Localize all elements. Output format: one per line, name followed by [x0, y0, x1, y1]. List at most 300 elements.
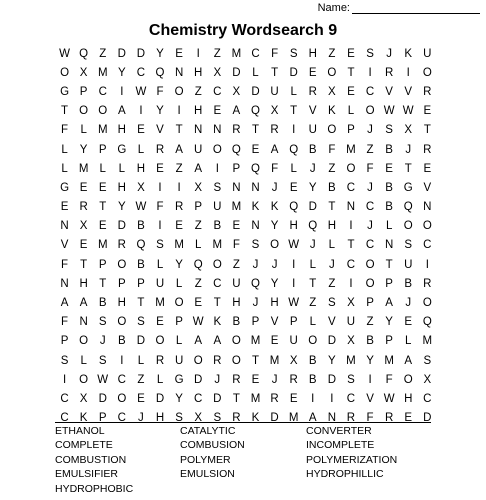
- grid-row: [55, 351, 437, 370]
- grid-letter: I: [292, 124, 296, 137]
- grid-letter: J: [367, 220, 373, 233]
- grid-letter: N: [232, 181, 241, 194]
- grid-letter: T: [404, 162, 412, 175]
- grid-letter: Q: [422, 316, 432, 329]
- grid-letter: N: [346, 201, 356, 214]
- grid-letter: L: [347, 105, 355, 118]
- grid-letter: E: [79, 181, 88, 194]
- grid-letter: U: [155, 277, 165, 290]
- grid-letter: Z: [213, 47, 221, 60]
- grid-letter: M: [174, 239, 184, 252]
- grid-letter: K: [213, 316, 222, 329]
- grid-letter: X: [79, 220, 88, 233]
- grid-letter: E: [213, 105, 222, 118]
- grid-letter: C: [251, 47, 260, 60]
- grid-letter: P: [194, 201, 203, 214]
- grid-letter: X: [423, 373, 432, 386]
- grid-letter: C: [213, 85, 222, 98]
- grid-letter: P: [60, 335, 69, 348]
- grid-letter: Q: [136, 239, 146, 252]
- grid-letter: H: [117, 124, 126, 137]
- word-list-item: COMBUSTION: [55, 453, 127, 466]
- grid-letter: N: [384, 239, 394, 252]
- grid-letter: I: [349, 277, 353, 290]
- grid-letter: I: [139, 105, 143, 118]
- grid-letter: Y: [79, 143, 88, 156]
- grid-letter: Q: [79, 47, 89, 60]
- grid-letter: A: [308, 412, 317, 425]
- grid-letter: G: [403, 181, 413, 194]
- grid-row: [55, 82, 437, 101]
- grid-letter: Z: [328, 162, 336, 175]
- grid-letter: D: [423, 412, 432, 425]
- grid-letter: L: [309, 316, 316, 329]
- grid-letter: Y: [308, 181, 317, 194]
- grid-letter: E: [385, 162, 393, 175]
- grid-letter: A: [175, 143, 183, 156]
- grid-letter: F: [232, 239, 240, 252]
- grid-letter: V: [404, 85, 413, 98]
- grid-letter: L: [156, 373, 164, 386]
- grid-letter: B: [308, 373, 317, 386]
- grid-letter: J: [138, 412, 144, 425]
- grid-letter: E: [289, 181, 298, 194]
- grid-letter: P: [251, 316, 260, 329]
- grid-letter: J: [386, 47, 393, 60]
- grid-letter: F: [156, 201, 164, 214]
- grid-letter: E: [60, 201, 69, 214]
- word-list-item: EMULSION: [180, 468, 235, 481]
- grid-letter: I: [177, 181, 181, 194]
- word-list-item: ETHANOL: [55, 425, 105, 437]
- grid-letter: N: [213, 124, 222, 137]
- grid-letter: N: [174, 66, 184, 79]
- grid-letter: S: [175, 412, 183, 425]
- grid-letter: B: [308, 354, 317, 367]
- grid-letter: O: [365, 105, 375, 118]
- grid-letter: B: [98, 297, 107, 310]
- grid-letter: O: [231, 354, 241, 367]
- grid-letter: U: [174, 354, 184, 367]
- grid-letter: X: [79, 66, 88, 79]
- grid-letter: O: [231, 335, 241, 348]
- grid-letter: H: [194, 66, 203, 79]
- grid-letter: M: [231, 201, 242, 214]
- grid-letter: X: [289, 354, 298, 367]
- grid-letter: O: [79, 335, 89, 348]
- grid-letter: I: [349, 220, 353, 233]
- grid-letter: B: [137, 258, 145, 271]
- grid-letter: S: [366, 47, 374, 60]
- letter-grid: [55, 44, 437, 428]
- grid-letter: P: [98, 143, 107, 156]
- grid-letter: F: [271, 47, 279, 60]
- grid-letter: Z: [194, 277, 202, 290]
- grid-letter: T: [271, 66, 279, 79]
- word-list-item: COMBUSION: [180, 439, 245, 452]
- grid-letter: J: [214, 373, 221, 386]
- word-list: [55, 425, 455, 496]
- grid-letter: H: [404, 392, 413, 405]
- grid-letter: R: [308, 85, 317, 98]
- grid-letter: D: [117, 47, 126, 60]
- grid-letter: Q: [155, 66, 165, 79]
- grid-row: [55, 44, 437, 63]
- grid-letter: N: [60, 220, 69, 233]
- grid-letter: Y: [156, 105, 164, 118]
- grid-letter: Y: [385, 316, 393, 329]
- grid-letter: I: [368, 373, 372, 386]
- grid-letter: A: [404, 354, 413, 367]
- grid-letter: B: [385, 181, 393, 194]
- grid-letter: U: [308, 124, 317, 137]
- grid-letter: Q: [231, 143, 241, 156]
- grid-row: [55, 370, 437, 389]
- grid-letter: G: [60, 85, 70, 98]
- grid-letter: F: [271, 162, 279, 175]
- grid-letter: D: [194, 373, 203, 386]
- grid-letter: O: [270, 239, 280, 252]
- grid-letter: U: [289, 335, 298, 348]
- grid-letter: V: [328, 316, 336, 329]
- grid-letter: R: [289, 373, 298, 386]
- grid-letter: F: [328, 143, 336, 156]
- grid-letter: I: [330, 392, 334, 405]
- name-blank-line[interactable]: [352, 2, 480, 14]
- grid-letter: M: [78, 162, 89, 175]
- grid-letter: S: [98, 316, 107, 329]
- grid-letter: L: [290, 85, 297, 98]
- grid-letter: F: [61, 258, 69, 271]
- grid-letter: E: [423, 162, 432, 175]
- grid-letter: S: [60, 354, 69, 367]
- grid-letter: O: [422, 66, 432, 79]
- grid-letter: T: [423, 124, 431, 137]
- grid-letter: Q: [289, 201, 299, 214]
- grid-letter: F: [156, 85, 164, 98]
- grid-letter: E: [289, 392, 298, 405]
- grid-letter: E: [175, 220, 183, 233]
- grid-letter: L: [137, 143, 145, 156]
- grid-letter: A: [232, 105, 241, 118]
- grid-letter: Z: [194, 85, 202, 98]
- grid-letter: O: [117, 316, 127, 329]
- word-list-item: INCOMPLETE: [306, 439, 375, 452]
- grid-letter: O: [365, 277, 375, 290]
- grid-letter: S: [213, 181, 222, 194]
- grid-letter: X: [328, 85, 336, 98]
- grid-letter: F: [366, 162, 374, 175]
- grid-letter: B: [385, 143, 393, 156]
- grid-letter: S: [156, 239, 164, 252]
- grid-letter: G: [174, 373, 184, 386]
- grid-letter: T: [80, 258, 88, 271]
- grid-letter: U: [270, 85, 279, 98]
- grid-letter: D: [270, 412, 279, 425]
- grid-letter: H: [79, 277, 88, 290]
- grid-letter: F: [61, 124, 69, 137]
- grid-letter: M: [346, 143, 356, 156]
- grid-letter: T: [290, 105, 298, 118]
- grid-letter: I: [292, 258, 296, 271]
- grid-letter: E: [347, 85, 355, 98]
- grid-letter: P: [347, 124, 355, 137]
- grid-letter: I: [311, 392, 315, 405]
- grid-letter: E: [98, 181, 107, 194]
- grid-letter: M: [384, 354, 394, 367]
- grid-letter: W: [135, 85, 147, 98]
- grid-letter: Q: [289, 143, 299, 156]
- grid-letter: D: [251, 85, 260, 98]
- grid-letter: Z: [99, 47, 107, 60]
- grid-letter: U: [346, 316, 356, 329]
- grid-letter: S: [289, 47, 298, 60]
- grid-letter: R: [423, 143, 432, 156]
- grid-row: [55, 121, 437, 140]
- grid-letter: I: [158, 220, 162, 233]
- grid-letter: P: [175, 316, 183, 329]
- grid-letter: B: [308, 143, 317, 156]
- grid-letter: O: [79, 105, 89, 118]
- grid-letter: J: [405, 143, 412, 156]
- grid-letter: Q: [251, 105, 260, 118]
- word-list-item: EMULSIFIER: [55, 468, 119, 481]
- grid-letter: M: [250, 335, 261, 348]
- grid-row: [55, 313, 437, 332]
- grid-letter: H: [155, 412, 165, 425]
- grid-letter: R: [423, 277, 432, 290]
- grid-letter: W: [97, 373, 109, 386]
- grid-letter: P: [385, 335, 393, 348]
- grid-letter: B: [366, 335, 374, 348]
- grid-letter: C: [365, 239, 375, 252]
- grid-letter: E: [137, 124, 145, 137]
- grid-letter: O: [308, 335, 318, 348]
- grid-letter: R: [79, 201, 88, 214]
- grid-letter: L: [156, 258, 164, 271]
- grid-letter: E: [79, 239, 88, 252]
- grid-letter: W: [135, 201, 147, 214]
- grid-letter: Y: [117, 201, 126, 214]
- grid-letter: J: [405, 297, 412, 310]
- grid-letter: D: [213, 392, 222, 405]
- grid-letter: E: [137, 392, 145, 405]
- grid-letter: R: [423, 85, 432, 98]
- grid-letter: J: [309, 162, 316, 175]
- grid-letter: K: [251, 201, 260, 214]
- grid-letter: J: [271, 258, 278, 271]
- grid-letter: E: [232, 220, 241, 233]
- grid-letter: L: [80, 124, 87, 137]
- grid-letter: C: [136, 66, 146, 79]
- grid-letter: P: [98, 258, 107, 271]
- grid-letter: A: [270, 143, 279, 156]
- grid-letter: J: [309, 239, 316, 252]
- grid-letter: L: [195, 239, 202, 252]
- grid-letter: X: [213, 66, 222, 79]
- grid-row: [55, 236, 437, 255]
- grid-letter: A: [385, 297, 393, 310]
- grid-letter: Y: [175, 258, 183, 271]
- grid-letter: D: [308, 201, 317, 214]
- grid-letter: J: [271, 181, 278, 194]
- grid-letter: X: [404, 124, 413, 137]
- grid-letter: N: [194, 124, 203, 137]
- grid-letter: M: [212, 239, 223, 252]
- grid-letter: L: [290, 162, 297, 175]
- grid-letter: Q: [403, 201, 413, 214]
- grid-letter: Z: [175, 162, 183, 175]
- grid-letter: Z: [137, 373, 145, 386]
- grid-letter: O: [212, 143, 222, 156]
- grid-letter: W: [402, 105, 414, 118]
- grid-letter: T: [347, 66, 355, 79]
- grid-letter: N: [60, 277, 69, 290]
- grid-letter: L: [385, 220, 393, 233]
- grid-letter: H: [308, 47, 317, 60]
- grid-letter: M: [288, 412, 299, 425]
- grid-letter: R: [174, 201, 184, 214]
- grid-letter: S: [347, 373, 355, 386]
- grid-letter: O: [174, 297, 184, 310]
- word-list-item: POLYMER: [180, 453, 231, 466]
- grid-letter: V: [308, 105, 317, 118]
- grid-letter: A: [79, 297, 88, 310]
- grid-letter: Y: [270, 220, 279, 233]
- grid-row: [55, 389, 437, 408]
- grid-letter: Z: [194, 220, 202, 233]
- grid-letter: C: [117, 412, 126, 425]
- grid-letter: O: [212, 258, 222, 271]
- grid-letter: E: [98, 220, 107, 233]
- grid-letter: O: [365, 258, 375, 271]
- grid-letter: E: [404, 316, 413, 329]
- grid-letter: C: [60, 412, 69, 425]
- grid-letter: A: [194, 335, 203, 348]
- grid-letter: I: [158, 181, 162, 194]
- grid-letter: O: [117, 392, 127, 405]
- grid-letter: N: [423, 201, 432, 214]
- word-list-item: HYDROPHOBIC: [55, 482, 134, 495]
- grid-letter: R: [232, 373, 241, 386]
- grid-letter: Z: [366, 143, 374, 156]
- grid-letter: J: [328, 258, 335, 271]
- grid-letter: Z: [328, 47, 336, 60]
- grid-letter: O: [79, 373, 89, 386]
- grid-letter: D: [136, 47, 146, 60]
- grid-letter: A: [117, 105, 126, 118]
- grid-letter: I: [292, 277, 296, 290]
- grid-letter: T: [309, 277, 317, 290]
- grid-letter: X: [232, 85, 241, 98]
- grid-letter: T: [385, 258, 393, 271]
- grid-letter: C: [365, 85, 375, 98]
- grid-letter: O: [327, 66, 337, 79]
- grid-letter: F: [61, 316, 69, 329]
- grid-letter: P: [98, 412, 107, 425]
- grid-letter: Z: [232, 258, 240, 271]
- grid-letter: G: [60, 181, 70, 194]
- grid-letter: H: [194, 105, 203, 118]
- grid-letter: F: [366, 412, 374, 425]
- grid-letter: O: [422, 220, 432, 233]
- grid-letter: T: [347, 239, 355, 252]
- grid-letter: R: [213, 354, 222, 367]
- grid-letter: J: [367, 181, 373, 194]
- grid-letter: C: [346, 181, 356, 194]
- grid-letter: D: [327, 335, 337, 348]
- grid-letter: B: [328, 181, 336, 194]
- grid-letter: H: [232, 297, 241, 310]
- grid-letter: J: [252, 258, 259, 271]
- word-list-item: POLYMERIZATION: [306, 453, 398, 466]
- grid-letter: T: [251, 124, 259, 137]
- grid-letter: T: [99, 277, 107, 290]
- name-label: Name:: [317, 2, 350, 14]
- grid-letter: L: [252, 66, 259, 79]
- grid-letter: Q: [251, 277, 260, 290]
- grid-letter: Z: [328, 277, 336, 290]
- grid-letter: R: [384, 66, 394, 79]
- grid-letter: M: [97, 124, 108, 137]
- grid-letter: L: [99, 162, 106, 175]
- grid-letter: S: [385, 124, 393, 137]
- grid-letter: Q: [193, 258, 203, 271]
- grid-letter: V: [270, 316, 279, 329]
- grid-letter: W: [288, 239, 300, 252]
- grid-letter: H: [117, 297, 126, 310]
- grid-letter: H: [327, 220, 337, 233]
- grid-letter: H: [117, 181, 126, 194]
- grid-letter: S: [251, 239, 260, 252]
- grid-letter: D: [289, 66, 298, 79]
- grid-letter: T: [328, 201, 336, 214]
- grid-letter: W: [383, 392, 395, 405]
- grid-letter: E: [156, 316, 164, 329]
- grid-letter: C: [423, 239, 432, 252]
- grid-letter: K: [270, 201, 279, 214]
- grid-letter: T: [61, 105, 69, 118]
- grid-letter: E: [308, 66, 317, 79]
- word-list-item: CONVERTER: [306, 425, 372, 437]
- grid-row: [55, 198, 437, 217]
- grid-letter: R: [346, 412, 356, 425]
- grid-row: [55, 255, 437, 274]
- grid-letter: K: [328, 105, 336, 118]
- grid-letter: Y: [156, 47, 164, 60]
- grid-letter: A: [194, 162, 203, 175]
- grid-letter: Y: [328, 354, 336, 367]
- grid-row: [55, 102, 437, 121]
- grid-letter: G: [117, 143, 127, 156]
- grid-letter: C: [60, 392, 69, 405]
- grid-letter: J: [252, 297, 259, 310]
- grid-letter: M: [269, 354, 280, 367]
- grid-letter: D: [98, 392, 107, 405]
- grid-letter: V: [423, 181, 432, 194]
- grid-letter: B: [213, 220, 222, 233]
- grid-letter: V: [366, 392, 374, 405]
- grid-letter: S: [98, 354, 107, 367]
- grid-letter: I: [62, 373, 67, 386]
- grid-letter: U: [213, 201, 222, 214]
- grid-letter: J: [271, 373, 278, 386]
- grid-letter: I: [406, 66, 410, 79]
- word-list-divider: [55, 422, 431, 423]
- grid-letter: T: [251, 354, 259, 367]
- grid-letter: O: [174, 85, 184, 98]
- grid-letter: H: [136, 162, 146, 175]
